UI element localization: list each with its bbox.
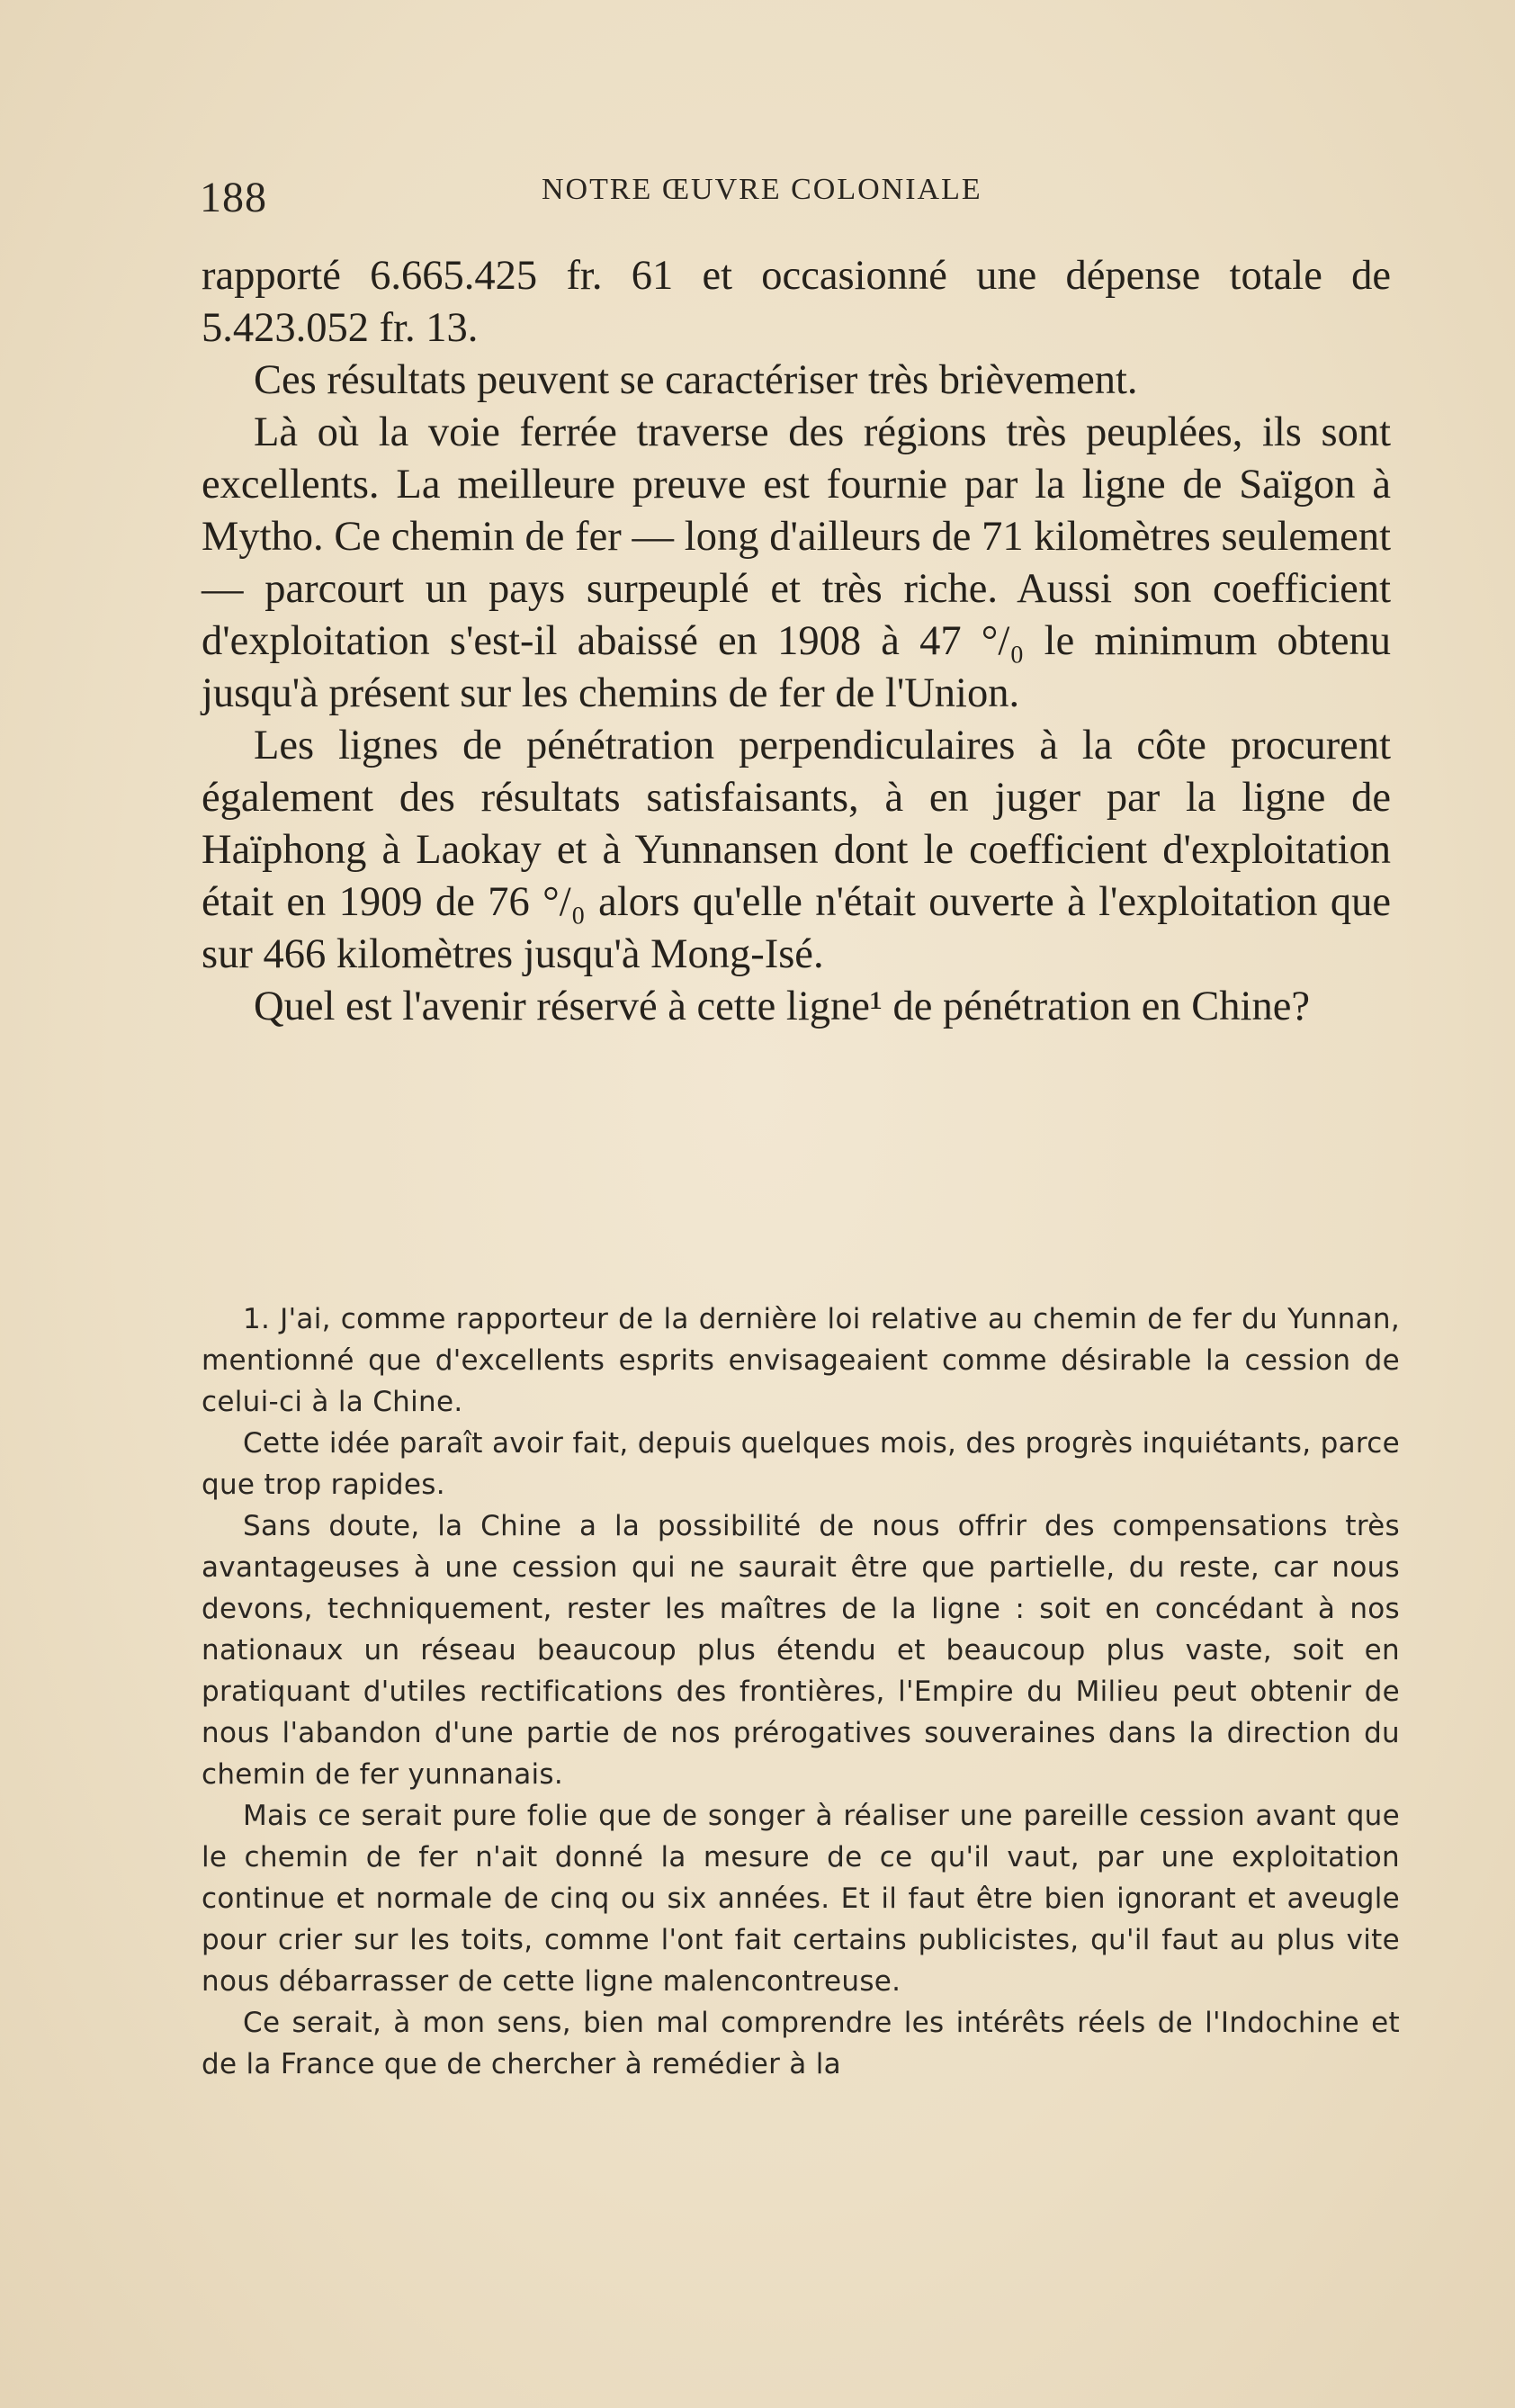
running-title: NOTRE ŒUVRE COLONIALE bbox=[542, 173, 982, 206]
page-header bbox=[200, 160, 1405, 221]
body-paragraph: Les lignes de pénétration perpendiculaires à la côte procurent également des résultats satisfaisants, à en juger par la ligne de Haïphong à Laokay et à Yunnansen dont le coefficient d'exploitation était en 1909 de 76 °/₀ alors qu'elle n'était ouverte à l'exploitation que sur 466 kilomètres jusqu'à Mong-Isé. bbox=[202, 723, 1391, 977]
body-paragraph: Quel est l'avenir réservé à cette ligne¹ de pénétration en Chine? bbox=[254, 984, 1310, 1029]
main-text bbox=[202, 250, 1391, 1033]
footnote-paragraph: 1. J'ai, comme rapporteur de la dernière loi relative au chemin de fer du Yunnan, mentionné que d'excellents esprits envisageaient comme désirable la cession de celui-ci à la Chine. bbox=[202, 1303, 1400, 1418]
body-paragraph: Ces résultats peuvent se caractériser très brièvement. bbox=[254, 357, 1138, 403]
footnote-paragraph: Ce serait, à mon sens, bien mal comprendre les intérêts réels de l'Indochine et de la France que de chercher à remédier à la bbox=[202, 2007, 1400, 2080]
footnotes bbox=[202, 1298, 1400, 2085]
footnote-paragraph: Sans doute, la Chine a la possibilité de nous offrir des compensations très avantageuses à une cession qui ne saurait être que partielle, du reste, car nous devons, techniquement, rester les maîtres de la ligne : soit en concédant à nos nationaux un réseau beaucoup plus étendu et beaucoup plus vaste, soit en pratiquant d'utiles rectifications des frontières, l'Empire du Milieu peut obtenir de nous l'abandon d'une partie de nos prérogatives souveraines dans la direction du chemin de fer yunnanais. bbox=[202, 1510, 1400, 1791]
page-number: 188 bbox=[200, 174, 267, 221]
body-paragraph: Là où la voie ferrée traverse des régions très peuplées, ils sont excellents. La meilleure preuve est fournie par la ligne de Saïgon à Mytho. Ce chemin de fer — long d'ailleurs de 71 kilomètres seulement — parcourt un pays surpeuplé et très riche. Aussi son coefficient d'exploitation s'est-il abaissé en 1908 à 47 °/₀ le minimum obtenu jusqu'à présent sur les chemins de fer de l'Union. bbox=[202, 409, 1391, 716]
body-paragraph: rapporté 6.665.425 fr. 61 et occasionné une dépense totale de 5.423.052 fr. 13. bbox=[202, 253, 1391, 351]
footnote-paragraph: Mais ce serait pure folie que de songer à réaliser une pareille cession avant que le chemin de fer n'ait donné la mesure de ce qu'il vaut, par une exploitation continue et normale de cinq ou six années. Et il faut être bien ignorant et aveugle pour crier sur les toits, comme l'ont fait certains publicistes, qu'il faut au plus vite nous débarrasser de cette ligne malencontreuse. bbox=[202, 1800, 1400, 1998]
footnote-paragraph: Cette idée paraît avoir fait, depuis quelques mois, des progrès inquiétants, parce que trop rapides. bbox=[202, 1427, 1400, 1501]
